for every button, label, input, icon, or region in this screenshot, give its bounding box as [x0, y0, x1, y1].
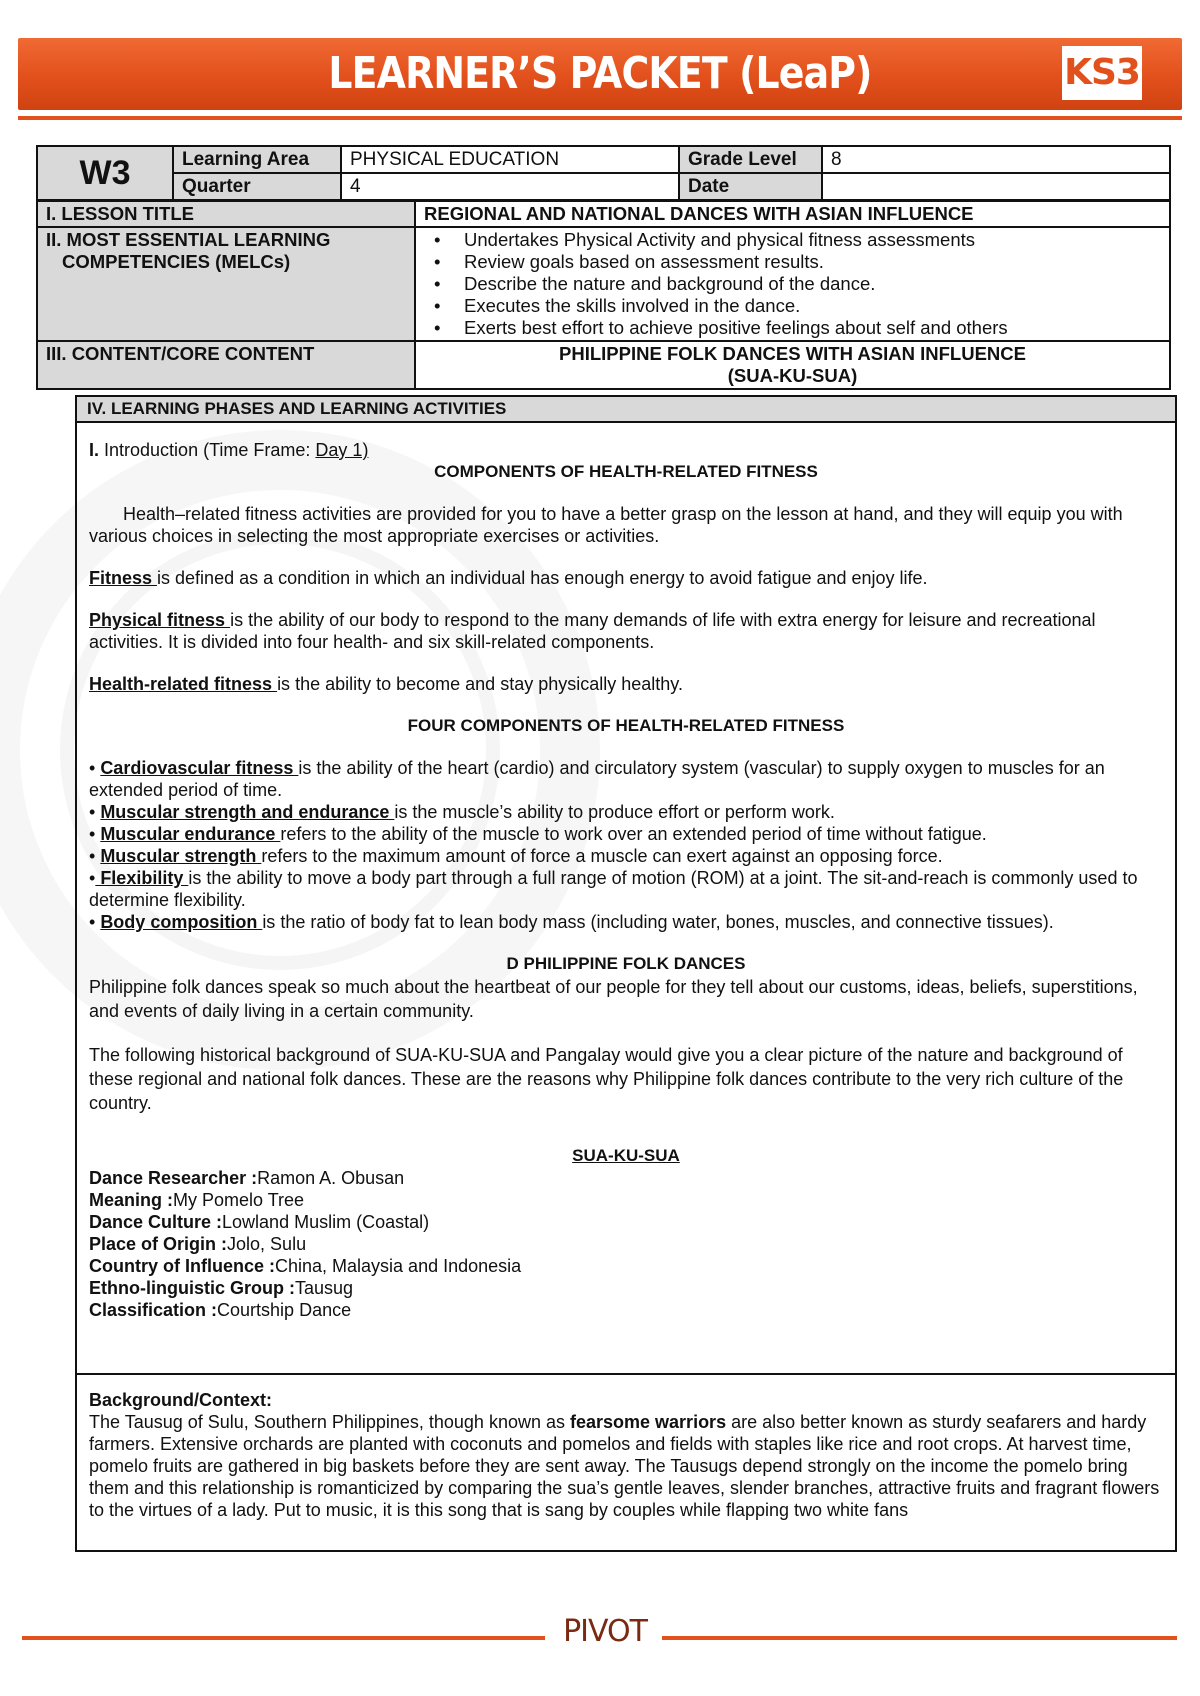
pivot-logo: PIVOT — [563, 1614, 647, 1649]
component-definition: refers to the maximum amount of force a muscle can exert against an opposing force. — [261, 846, 943, 866]
learning-phases-content — [77, 439, 1175, 1321]
background-label: Background/Context: — [89, 1390, 273, 1410]
component-item: • Flexibility is the ability to move a body part through a full range of motion (ROM) at a joint. The sit-and-reach is commonly used to determine flexibility. — [89, 868, 1138, 910]
component-definition: is the ratio of body fat to lean body mass (including water, bones, muscles, and connective tissues). — [262, 912, 1054, 932]
component-definition: is the muscle’s ability to produce effort or perform work. — [394, 802, 835, 822]
footer-line-left — [22, 1636, 545, 1640]
ks3-badge: KS3 — [1062, 46, 1142, 100]
detail-row — [89, 1189, 1163, 1211]
physical-fitness-definition: is the ability of our body to respond to the many demands of life with extra energy for leisure and recreational activities. It is divided into four health- and six skill-related components. — [89, 610, 1096, 652]
section-divider — [77, 1373, 1175, 1375]
week-label: W3 — [37, 146, 173, 200]
core-content-line-2: (SUA-KU-SUA) — [727, 365, 858, 386]
detail-value: Lowland Muslim (Coastal) — [222, 1212, 430, 1232]
lesson-title-label: I. LESSON TITLE — [37, 201, 415, 227]
detail-label: Ethno-linguistic Group : — [89, 1278, 295, 1298]
dance-details — [89, 1167, 1163, 1321]
melc-item: • Exerts best effort to achieve positive feelings about self and others — [464, 317, 1161, 339]
melc-label-line-1: II. MOST ESSENTIAL LEARNING — [46, 229, 331, 250]
history-paragraph: The following historical background of SUA-KU-SUA and Pangalay would give you a clear picture of the nature and background of these regional and national folk dances. These are the reasons why Philippine folk dances contribute to the very rich culture of the country. — [89, 1045, 1124, 1113]
background-emphasis: fearsome warriors — [570, 1412, 727, 1432]
component-term: Flexibility — [95, 868, 189, 888]
component-definition: is the ability to move a body part through a full range of motion (ROM) at a joint. The sit-and-reach is commonly used to determine flexibility. — [89, 868, 1138, 910]
detail-value: Tausug — [294, 1278, 354, 1298]
melc-label-line-2: COMPETENCIES (MELCs) — [62, 251, 291, 272]
background-text-1: The Tausug of Sulu, Southern Philippines, though known as — [89, 1412, 570, 1432]
detail-label: Classification : — [89, 1300, 218, 1320]
fitness-definition: is defined as a condition in which an individual has enough energy to avoid fatigue and enjoy life. — [157, 568, 928, 588]
detail-value: Jolo, Sulu — [227, 1234, 307, 1254]
four-components-heading: FOUR COMPONENTS OF HEALTH-RELATED FITNESS — [407, 716, 845, 735]
lesson-title: REGIONAL AND NATIONAL DANCES WITH ASIAN INFLUENCE — [415, 201, 1170, 227]
component-term: Muscular endurance — [100, 824, 281, 844]
component-term: Muscular strength — [100, 846, 262, 866]
health-fitness-definition: is the ability to become and stay physically healthy. — [277, 674, 683, 694]
folk-dances-paragraph: Philippine folk dances speak so much about the heartbeat of our people for they tell about our customs, ideas, beliefs, superstitions, and events of daily living in a certain community. — [89, 977, 1138, 1021]
sua-ku-sua-heading: SUA-KU-SUA — [572, 1146, 680, 1165]
detail-label: Meaning : — [89, 1190, 173, 1210]
fitness-term: Fitness — [89, 568, 158, 588]
detail-label: Dance Culture : — [89, 1212, 223, 1232]
learning-phases-heading: IV. LEARNING PHASES AND LEARNING ACTIVITIES — [77, 397, 1175, 423]
component-term: Muscular strength and endurance — [100, 802, 395, 822]
melc-list-cell — [415, 227, 1170, 341]
learning-area-value: PHYSICAL EDUCATION — [341, 146, 679, 173]
component-item: • Muscular strength refers to the maximum amount of force a muscle can exert against an opposing force. — [89, 846, 943, 866]
component-item: • Muscular strength and endurance is the muscle’s ability to produce effort or perform work. — [89, 802, 835, 822]
intro-prefix: I. — [89, 440, 100, 460]
melc-list — [424, 229, 1161, 339]
learning-phases-box — [75, 395, 1177, 1552]
footer-line-right — [662, 1636, 1177, 1640]
date-label: Date — [679, 173, 822, 200]
info-table — [36, 145, 1171, 201]
components-list — [89, 757, 1163, 933]
lesson-table — [36, 200, 1171, 390]
detail-value: China, Malaysia and Indonesia — [275, 1256, 522, 1276]
component-item: • Body composition is the ratio of body fat to lean body mass (including water, bones, muscles, and connective tissues). — [89, 912, 1054, 932]
banner-title: LEARNER’S PACKET (LeaP) — [328, 48, 872, 99]
grade-level-label: Grade Level — [679, 146, 822, 173]
component-term: Body composition — [100, 912, 263, 932]
physical-fitness-term: Physical fitness — [89, 610, 231, 630]
melc-item: • Executes the skills involved in the dance. — [464, 295, 1161, 317]
intro-day: Day 1) — [315, 440, 369, 460]
detail-label: Dance Researcher : — [89, 1168, 258, 1188]
header-banner — [18, 38, 1182, 110]
intro-text: Introduction (Time Frame: — [99, 440, 316, 460]
component-item: • Muscular endurance refers to the ability of the muscle to work over an extended period of time without fatigue. — [89, 824, 987, 844]
melc-item: • Undertakes Physical Activity and physical fitness assessments — [464, 229, 1161, 251]
component-item: • Cardiovascular fitness is the ability of the heart (cardio) and circulatory system (vascular) to supply oxygen to muscles for an extended period of time. — [89, 758, 1105, 800]
quarter-value: 4 — [341, 173, 679, 200]
background-section — [77, 1389, 1175, 1521]
folk-dances-heading: D PHILIPPINE FOLK DANCES — [506, 954, 746, 973]
content-label: III. CONTENT/CORE CONTENT — [37, 341, 415, 389]
date-value — [822, 173, 1170, 200]
component-definition: refers to the ability of the muscle to work over an extended period of time without fatigue. — [280, 824, 987, 844]
component-term: Cardiovascular fitness — [100, 758, 299, 778]
core-content-line-1: PHILIPPINE FOLK DANCES WITH ASIAN INFLUENCE — [559, 343, 1026, 364]
melc-item: • Review goals based on assessment results. — [464, 251, 1161, 273]
detail-label: Country of Influence : — [89, 1256, 275, 1276]
melc-item: • Describe the nature and background of the dance. — [464, 273, 1161, 295]
detail-row — [89, 1233, 1163, 1255]
detail-row — [89, 1255, 1163, 1277]
detail-row — [89, 1167, 1163, 1189]
melc-label — [37, 227, 415, 341]
learning-area-label: Learning Area — [173, 146, 341, 173]
core-content — [415, 341, 1170, 389]
detail-row — [89, 1211, 1163, 1233]
detail-value: Courtship Dance — [217, 1300, 352, 1320]
detail-value: My Pomelo Tree — [173, 1190, 305, 1210]
quarter-label: Quarter — [173, 173, 341, 200]
detail-row — [89, 1299, 1163, 1321]
health-fitness-term: Health-related fitness — [89, 674, 278, 694]
intro-paragraph: Health–related fitness activities are provided for you to have a better grasp on the lesson at hand, and they will equip you with various choices in selecting the most appropriate exercises or activities. — [89, 504, 1123, 546]
components-heading: COMPONENTS OF HEALTH-RELATED FITNESS — [434, 462, 818, 481]
component-definition: is the ability of the heart (cardio) and circulatory system (vascular) to supply oxygen to muscles for an extended period of time. — [89, 758, 1105, 800]
detail-row — [89, 1277, 1163, 1299]
grade-level-value: 8 — [822, 146, 1170, 173]
detail-value: Ramon A. Obusan — [257, 1168, 405, 1188]
detail-label: Place of Origin : — [89, 1234, 228, 1254]
background-text-2: are also better known as sturdy seafarers and hardy farmers. Extensive orchards are planted with coconuts and pomelos and fields with staples like rice and root crops. At harvest time, pomelo fruits are gathered in big baskets before they are sent away. The Tausugs depend strongly on the income the pomelo bring them and this relationship is romanticized by comparing the sua’s gentle leaves, slender branches, attractive fruits and fragrant flowers to the virtues of a lady. Put to music, it is this song that is sang by couples while flapping two white fans — [89, 1412, 1160, 1520]
background-paragraph — [89, 1411, 1163, 1521]
